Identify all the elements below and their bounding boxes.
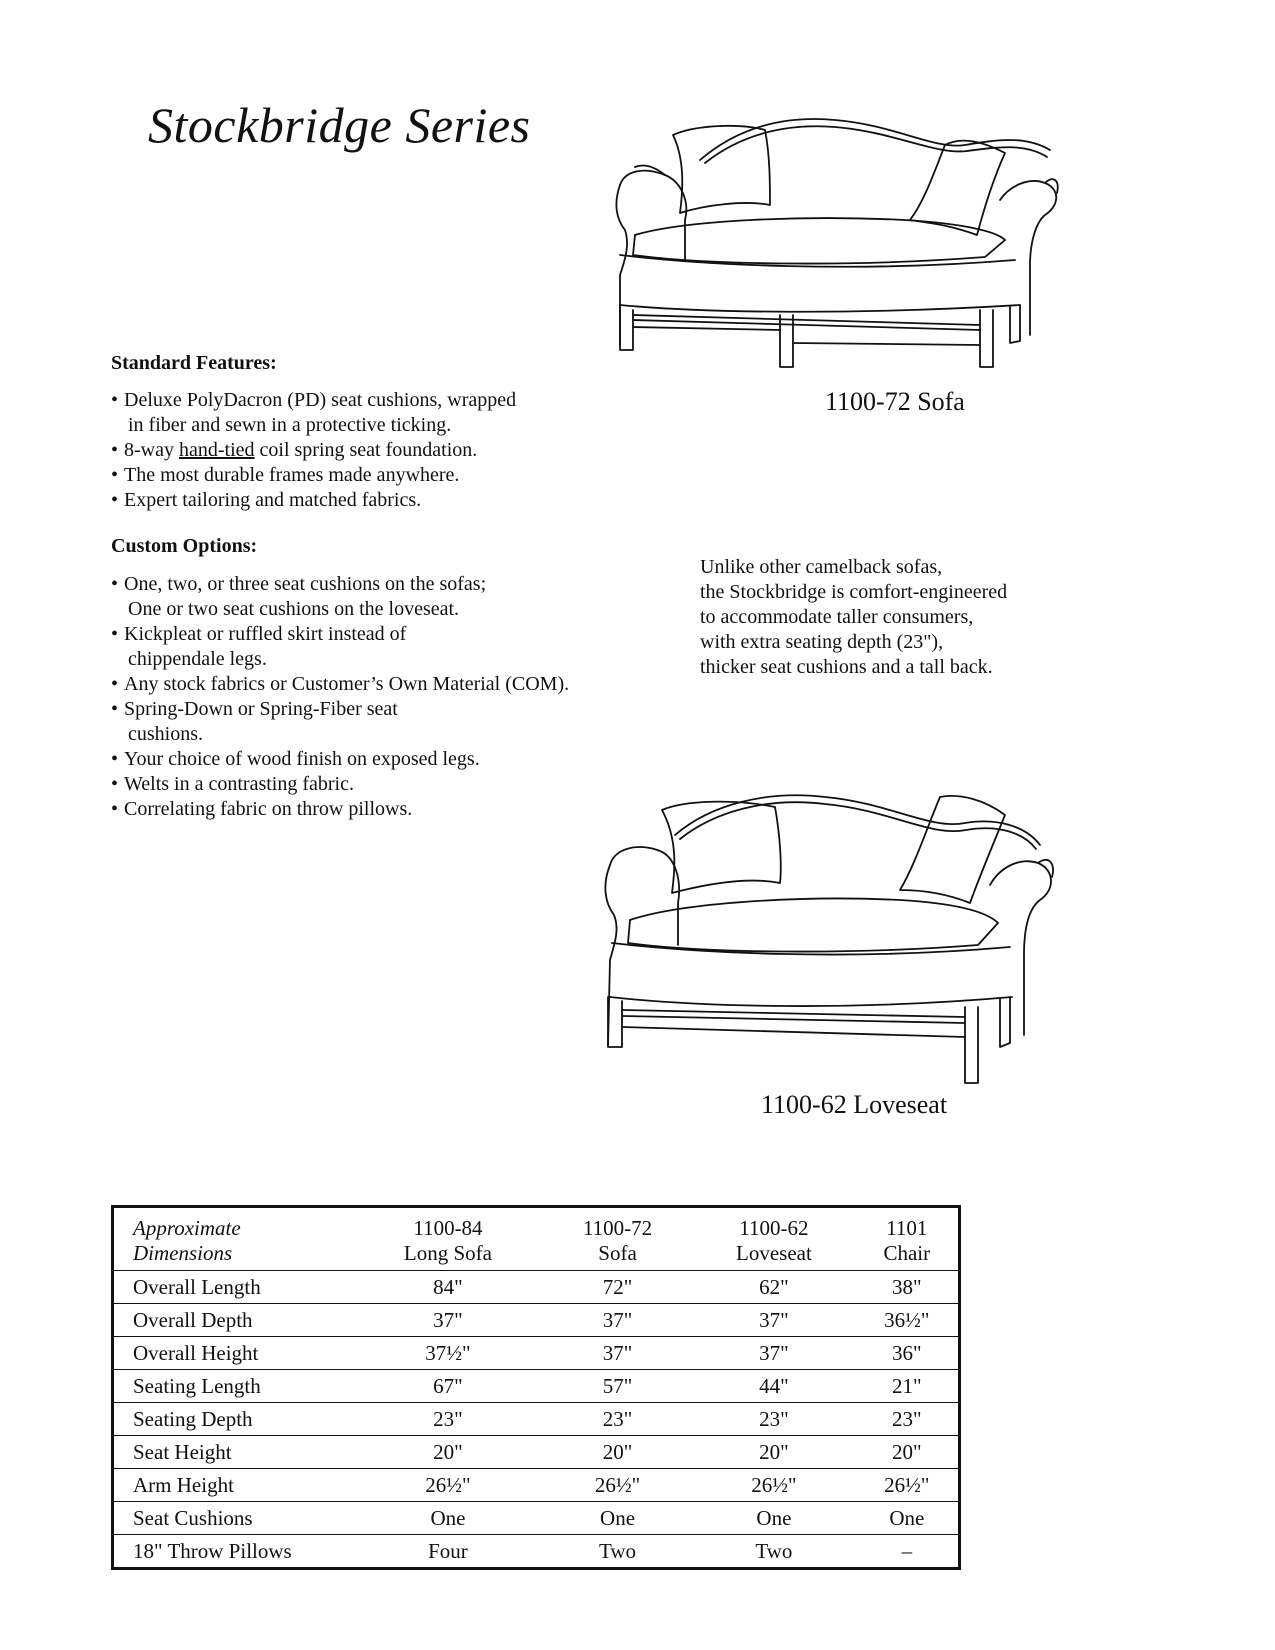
cell-value: Two [692, 1535, 855, 1569]
cell-value: 37" [543, 1304, 692, 1337]
page-title: Stockbridge Series [148, 97, 531, 153]
cell-value: 67" [353, 1370, 543, 1403]
table-row [113, 1469, 960, 1502]
row-label: Overall Depth [113, 1304, 354, 1337]
list-item [111, 747, 651, 772]
row-label: Seating Length [113, 1370, 354, 1403]
cell-value: 36½" [856, 1304, 960, 1337]
list-item-text: Spring-Down or Spring-Fiber seat [124, 698, 398, 720]
list-item [111, 488, 591, 513]
list-item-text: Kickpleat or ruffled skirt instead of [124, 623, 407, 645]
column-header-loveseat: 1100-62 Loveseat [736, 1216, 812, 1265]
cell-value: 62" [692, 1271, 855, 1304]
row-label: Overall Length [113, 1271, 354, 1304]
row-label: 18" Throw Pillows [113, 1535, 354, 1569]
cell-value: One [353, 1502, 543, 1535]
comfort-blurb: Unlike other camelback sofas, the Stockbridge is comfort-engineered to accommodate taller consumers, with extra seating depth (23"), thicker seat cushions and a tall back. [700, 556, 1008, 678]
table-row [113, 1337, 960, 1370]
list-item-text: 8-way [124, 439, 179, 461]
cell-value: 37" [692, 1304, 855, 1337]
cell-value: 57" [543, 1370, 692, 1403]
sofa-illustration [605, 105, 1075, 415]
cell-value: 20" [543, 1436, 692, 1469]
cell-value: 21" [856, 1370, 960, 1403]
cell-value: One [543, 1502, 692, 1535]
cell-value: 23" [692, 1403, 855, 1436]
cell-value: 36" [856, 1337, 960, 1370]
table-row [113, 1502, 960, 1535]
list-item [111, 672, 651, 697]
list-item-text: One, two, or three seat cushions on the sofas; [124, 573, 487, 595]
list-item [111, 772, 651, 797]
list-item-text: Your choice of wood finish on exposed legs. [124, 748, 480, 770]
cell-value: 44" [692, 1370, 855, 1403]
list-item [111, 438, 591, 463]
table-header-label: Approximate Dimensions [133, 1216, 241, 1265]
column-header-sofa: 1100-72 Sofa [582, 1216, 653, 1265]
list-item [111, 388, 591, 438]
loveseat-caption: 1100-62 Loveseat [761, 1090, 948, 1119]
list-item-text: The most durable frames made anywhere. [124, 464, 460, 486]
row-label: Seating Depth [113, 1403, 354, 1436]
sofa-caption: 1100-72 Sofa [825, 387, 965, 416]
column-header-long-sofa: 1100-84 Long Sofa [403, 1216, 492, 1265]
row-label: Arm Height [113, 1469, 354, 1502]
standard-features-heading: Standard Features: [111, 352, 277, 374]
list-item [111, 463, 591, 488]
cell-value: 23" [543, 1403, 692, 1436]
standard-features-list [111, 388, 591, 513]
cell-value: 72" [543, 1271, 692, 1304]
cell-value: 37" [543, 1337, 692, 1370]
cell-value: One [692, 1502, 855, 1535]
list-item-text: chippendale legs. [128, 648, 267, 670]
cell-value: Four [353, 1535, 543, 1569]
cell-value: One [856, 1502, 960, 1535]
list-item-text: Expert tailoring and matched fabrics. [124, 489, 422, 511]
list-item [111, 797, 651, 822]
list-item [111, 697, 651, 747]
cell-value: 20" [692, 1436, 855, 1469]
cell-value: 20" [353, 1436, 543, 1469]
row-label: Seat Cushions [113, 1502, 354, 1535]
cell-value: 26½" [856, 1469, 960, 1502]
table-header-row [113, 1207, 960, 1271]
table-row [113, 1436, 960, 1469]
list-item-text: coil spring seat foundation. [254, 439, 478, 461]
cell-value: 37" [353, 1304, 543, 1337]
cell-value: 23" [353, 1403, 543, 1436]
list-item-text: Deluxe PolyDacron (PD) seat cushions, wrapped [124, 389, 517, 411]
dimensions-table [111, 1205, 961, 1570]
custom-options-heading: Custom Options: [111, 535, 258, 557]
row-label: Overall Height [113, 1337, 354, 1370]
custom-options-list [111, 572, 651, 822]
row-label: Seat Height [113, 1436, 354, 1469]
cell-value: – [856, 1535, 960, 1569]
cell-value: 37" [692, 1337, 855, 1370]
table-row [113, 1304, 960, 1337]
list-item-text: cushions. [128, 723, 203, 745]
list-item [111, 572, 651, 622]
cell-value: 20" [856, 1436, 960, 1469]
cell-value: 26½" [353, 1469, 543, 1502]
table-row [113, 1370, 960, 1403]
cell-value: 26½" [692, 1469, 855, 1502]
loveseat-illustration [600, 785, 1070, 1125]
table-row [113, 1271, 960, 1304]
list-item [111, 622, 651, 672]
list-item-text: in fiber and sewn in a protective ticking. [128, 414, 452, 436]
table-row [113, 1403, 960, 1436]
cell-value: 38" [856, 1271, 960, 1304]
underlined-text: hand-tied [178, 439, 255, 461]
cell-value: Two [543, 1535, 692, 1569]
list-item-text: Welts in a contrasting fabric. [124, 773, 354, 795]
table-row [113, 1535, 960, 1569]
list-item-text: Any stock fabrics or Customer’s Own Material (COM). [124, 673, 570, 695]
cell-value: 84" [353, 1271, 543, 1304]
column-header-chair: 1101 Chair [883, 1216, 931, 1265]
cell-value: 26½" [543, 1469, 692, 1502]
cell-value: 23" [856, 1403, 960, 1436]
list-item-text: One or two seat cushions on the loveseat. [128, 598, 460, 620]
cell-value: 37½" [353, 1337, 543, 1370]
list-item-text: Correlating fabric on throw pillows. [124, 798, 413, 820]
